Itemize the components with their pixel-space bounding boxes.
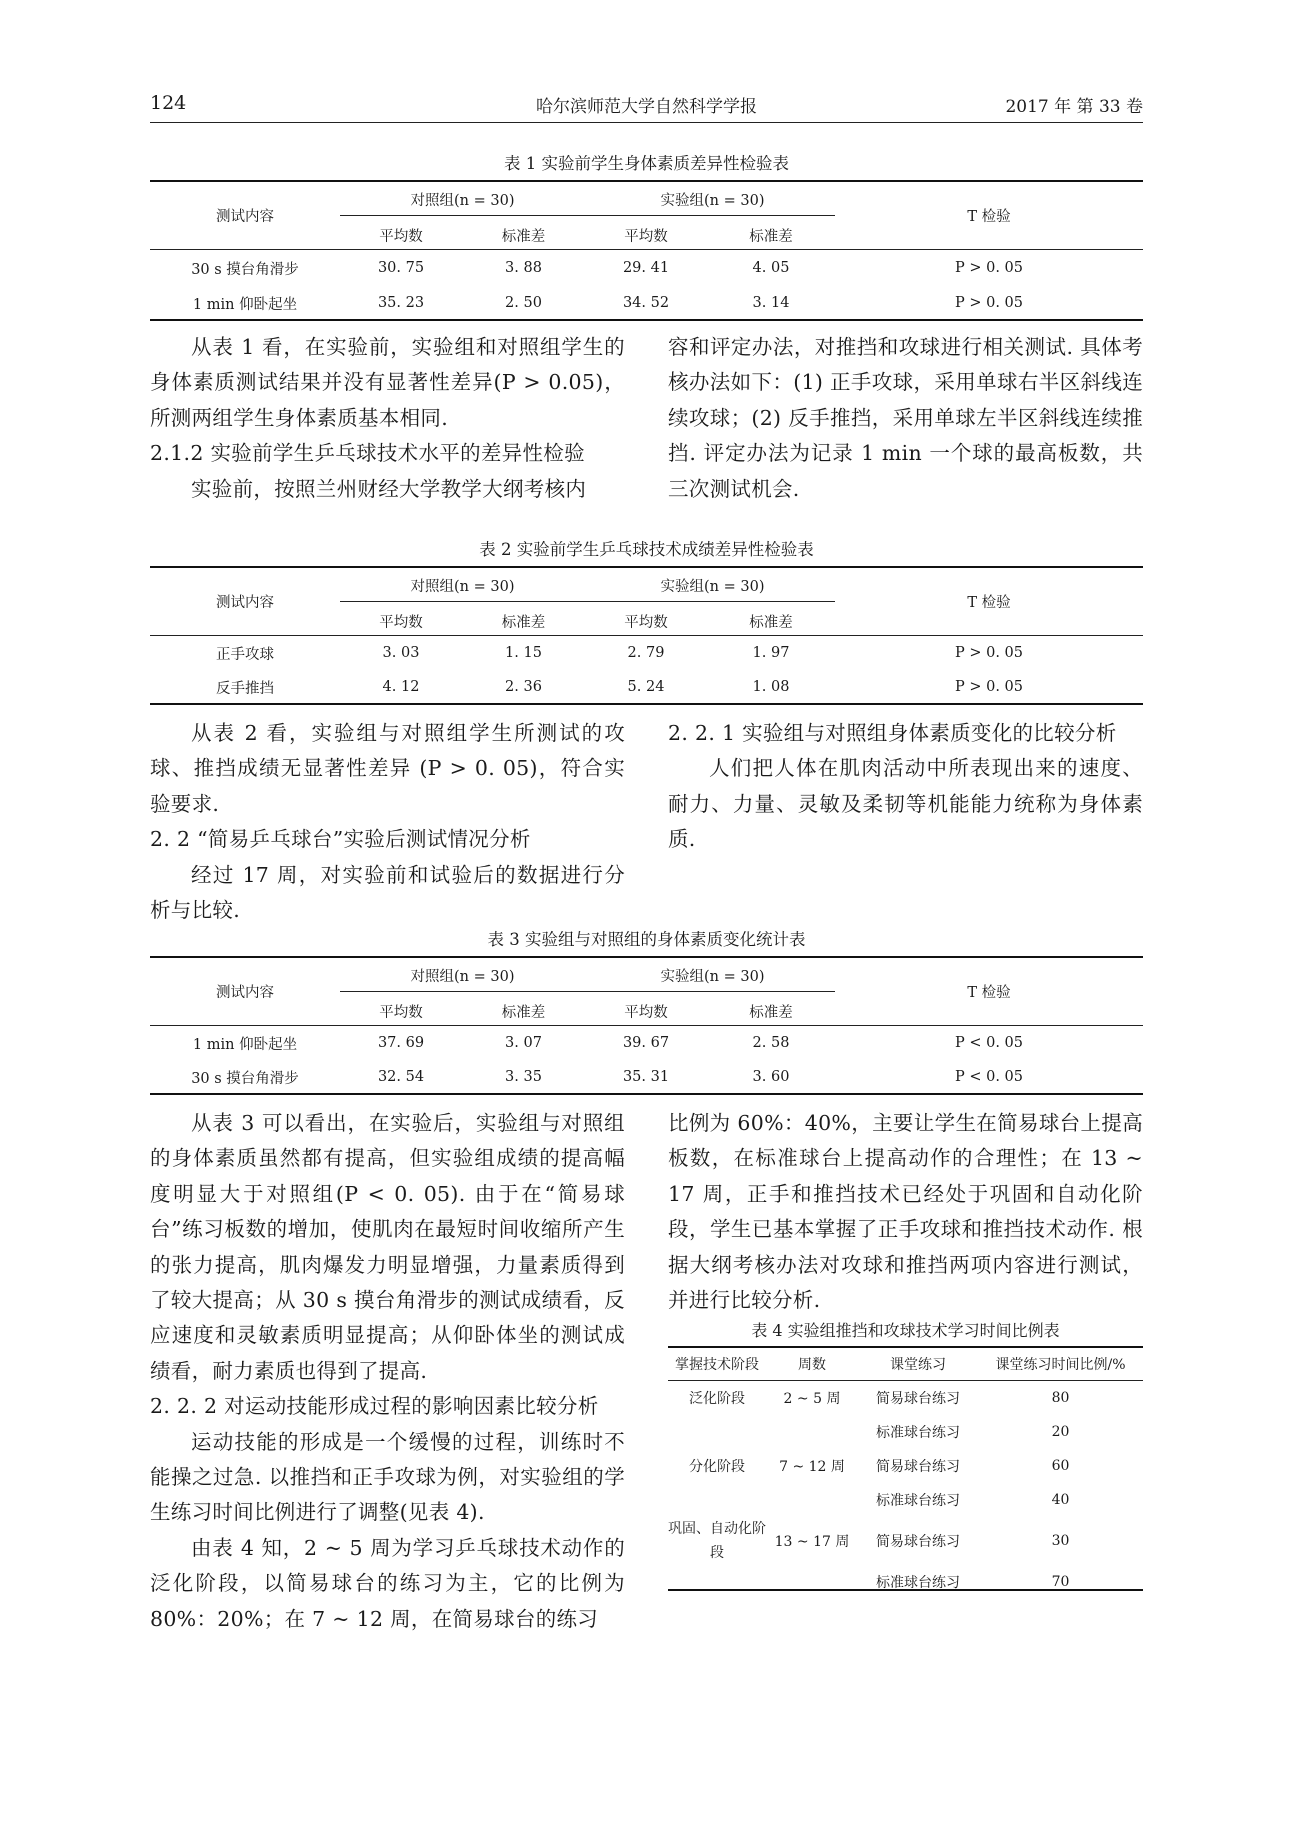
table4-header-weeks: 周数 bbox=[798, 1357, 826, 1373]
table-cell: 4. 05 bbox=[752, 260, 790, 276]
table4-header-row bbox=[668, 1347, 1143, 1381]
table-row bbox=[668, 1415, 1143, 1449]
table-cell: 35. 23 bbox=[377, 295, 425, 311]
table1-body bbox=[150, 222, 1143, 319]
table4-caption: 表 4 实验组推挡和攻球技术学习时间比例表 bbox=[751, 1321, 1060, 1340]
table-row bbox=[668, 1483, 1143, 1517]
table2-sub-mean-c: 平均数 bbox=[379, 615, 423, 631]
table1-sub-mean-e: 平均数 bbox=[624, 229, 668, 245]
table3-sub-sd-c: 标准差 bbox=[501, 1005, 546, 1021]
table-cell: 2. 58 bbox=[752, 1035, 790, 1051]
table-cell: 29. 41 bbox=[622, 260, 670, 276]
paragraph: 由表 4 知，2 ~ 5 周为学习乒乓球技术动作的泛化阶段，以简易球台的练习为主，它的比例为 80%：20%；在 7 ~ 12 周，在简易球台的练习 bbox=[150, 1535, 625, 1631]
table4-header-ratio: 课堂练习时间比例/% bbox=[995, 1357, 1126, 1373]
section2-right-column bbox=[668, 716, 1143, 858]
table2-group-exp: 实验组(n = 30) bbox=[660, 579, 765, 595]
table1-sub-sd-c: 标准差 bbox=[501, 229, 546, 245]
table-cell: 7 ~ 12 周 bbox=[779, 1459, 845, 1475]
table-cell: 39. 67 bbox=[622, 1035, 670, 1051]
table-cell: P > 0. 05 bbox=[954, 260, 1024, 276]
table3-group-exp: 实验组(n = 30) bbox=[660, 969, 765, 985]
table-cell: P > 0. 05 bbox=[954, 295, 1024, 311]
table-row bbox=[668, 1565, 1143, 1599]
paragraph: 从表 2 看，实验组与对照组学生所测试的攻球、推挡成绩无显著性差异 (P > 0. 05)，符合实验要求. bbox=[150, 721, 625, 816]
table2-sub-sd-e: 标准差 bbox=[749, 615, 793, 631]
table-cell: 35. 31 bbox=[622, 1069, 670, 1085]
table1-sub-mean-c: 平均数 bbox=[379, 229, 423, 245]
table-cell: 3. 35 bbox=[505, 1069, 542, 1085]
header-rule bbox=[150, 122, 1143, 123]
section-heading: 2.1.2 实验前学生乒乓球技术水平的差异性检验 bbox=[150, 441, 585, 466]
table-cell: 3. 88 bbox=[505, 260, 542, 276]
table3-sub-mean-c: 平均数 bbox=[379, 1005, 423, 1021]
table-row bbox=[150, 1061, 1143, 1093]
table2-col-item: 测试内容 bbox=[216, 595, 274, 611]
table4-header-stage: 掌握技术阶段 bbox=[675, 1357, 759, 1373]
table2-sub-sd-c: 标准差 bbox=[501, 615, 546, 631]
table1-col-item: 测试内容 bbox=[216, 209, 274, 225]
section3-left-column bbox=[150, 1106, 625, 1637]
table-row bbox=[668, 1449, 1143, 1483]
table-cell: 简易球台练习 bbox=[876, 1459, 960, 1475]
table1-sub-sd-e: 标准差 bbox=[749, 229, 793, 245]
table-cell: 3. 14 bbox=[752, 295, 790, 311]
table-cell bbox=[668, 1483, 766, 1517]
table-cell: 巩固、自动化阶段 bbox=[668, 1521, 766, 1561]
table-cell: 30 s 摸台角滑步 bbox=[191, 261, 299, 278]
table-cell: 1. 08 bbox=[752, 679, 790, 695]
table-cell: 泛化阶段 bbox=[689, 1391, 745, 1407]
table-cell: 60 bbox=[1051, 1458, 1070, 1474]
table1-col-t: T 检验 bbox=[967, 209, 1011, 225]
table-cell: 反手推挡 bbox=[216, 680, 274, 697]
table-cell: 30 s 摸台角滑步 bbox=[191, 1070, 299, 1087]
table-row bbox=[150, 1025, 1143, 1061]
table-cell bbox=[766, 1483, 858, 1517]
table2-col-t: T 检验 bbox=[967, 595, 1011, 611]
table3-col-t: T 检验 bbox=[967, 985, 1011, 1001]
paragraph: 人们把人体在肌肉活动中所表现出来的速度、耐力、力量、灵敏及柔韧等机能能力统称为身体素质. bbox=[668, 756, 1143, 852]
table-cell: 80 bbox=[1051, 1390, 1070, 1406]
table-cell: 1. 97 bbox=[752, 645, 790, 661]
table1-bottom-rule bbox=[150, 319, 1143, 321]
table-cell bbox=[766, 1565, 858, 1599]
section-heading: 2. 2. 1 实验组与对照组身体素质变化的比较分析 bbox=[668, 721, 1117, 745]
table-cell: 1 min 仰卧起坐 bbox=[192, 1036, 298, 1053]
table-row bbox=[150, 635, 1143, 671]
table1-group-exp: 实验组(n = 30) bbox=[660, 193, 765, 209]
paragraph: 实验前，按照兰州财经大学教学大纲考核内 bbox=[191, 476, 587, 501]
table4-header-practice: 课堂练习 bbox=[890, 1357, 946, 1373]
table-cell: P < 0. 05 bbox=[954, 1069, 1024, 1085]
table-row bbox=[150, 671, 1143, 703]
section3-right-column bbox=[668, 1106, 1143, 1318]
table3-group-control: 对照组(n = 30) bbox=[410, 969, 515, 985]
table1-group-control: 对照组(n = 30) bbox=[410, 193, 515, 209]
paragraph: 经过 17 周，对实验前和试验后的数据进行分析与比较. bbox=[150, 862, 625, 923]
table-cell: 70 bbox=[1051, 1574, 1070, 1590]
table-cell: P > 0. 05 bbox=[954, 679, 1024, 695]
table-cell: 2 ~ 5 周 bbox=[783, 1391, 841, 1407]
table3-subheader-row bbox=[150, 998, 1143, 1025]
table2-bottom-rule bbox=[150, 703, 1143, 705]
table-cell bbox=[766, 1415, 858, 1449]
table-cell: 简易球台练习 bbox=[876, 1534, 960, 1550]
table-cell: 32. 54 bbox=[377, 1069, 425, 1085]
table-cell: 37. 69 bbox=[377, 1035, 425, 1051]
table1-group-rule bbox=[340, 215, 835, 216]
table2-sub-mean-e: 平均数 bbox=[624, 615, 668, 631]
table2-body bbox=[150, 608, 1143, 703]
paragraph: 比例为 60%：40%，主要让学生在简易球台上提高板数，在标准球台上提高动作的合理性；在 13 ~ 17 周，正手和推挡技术已经处于巩固和自动化阶段，学生已基本掌握了正手攻球和推挡技术动作. 根据大纲考核办法对攻球和推挡两项内容进行测试，并进行比较分析. bbox=[668, 1111, 1143, 1313]
paragraph: 容和评定办法，对推挡和攻球进行相关测试. 具体考核办法如下：(1) 正手攻球，采用单球右半区斜线连续攻球；(2) 反手推挡，采用单球左半区斜线连续推挡. 评定办法为记录 1 min 一个球的最高板数，共三次测试机会. bbox=[668, 335, 1143, 501]
table-row bbox=[150, 249, 1143, 287]
table-cell: 1. 15 bbox=[505, 645, 542, 661]
table-row bbox=[668, 1381, 1143, 1415]
table-cell: 标准球台练习 bbox=[876, 1425, 960, 1441]
section-heading: 2. 2 “简易乒乓球台”实验后测试情况分析 bbox=[150, 827, 531, 852]
table2-caption: 表 2 实验前学生乒乓球技术成绩差异性检验表 bbox=[479, 540, 814, 559]
table-cell: 3. 07 bbox=[505, 1035, 542, 1051]
table4-body bbox=[668, 1347, 1143, 1599]
table-cell bbox=[668, 1565, 766, 1599]
table-cell: 5. 24 bbox=[627, 679, 665, 695]
paragraph: 从表 3 可以看出，在实验后，实验组与对照组的身体素质虽然都有提高，但实验组成绩的提高幅度明显大于对照组(P < 0. 05). 由于在“简易球台”练习板数的增加，使肌肉在最短时间收缩所产生的张力提高，肌肉爆发力明显增强，力量素质得到了较大提高；从 30 s 摸台角滑步的测试成绩看，反应速度和灵敏素质明显提高；从仰卧体坐的测试成绩看，耐力素质也得到了提高. bbox=[150, 1111, 625, 1383]
table-cell: 30. 75 bbox=[377, 260, 425, 276]
table2-group-control: 对照组(n = 30) bbox=[410, 579, 515, 595]
table3-top-rule bbox=[150, 956, 1143, 958]
table-cell: P > 0. 05 bbox=[954, 645, 1024, 661]
table2-top-rule bbox=[150, 566, 1143, 568]
table-cell: 简易球台练习 bbox=[876, 1391, 960, 1407]
journal-title: 哈尔滨师范大学自然科学学报 bbox=[536, 97, 757, 117]
table-cell: 4. 12 bbox=[382, 679, 420, 695]
table1-caption: 表 1 实验前学生身体素质差异性检验表 bbox=[504, 154, 789, 173]
table3-bottom-rule bbox=[150, 1093, 1143, 1095]
table-cell: 标准球台练习 bbox=[876, 1493, 960, 1509]
table-cell bbox=[668, 1415, 766, 1449]
table3-caption: 表 3 实验组与对照组的身体素质变化统计表 bbox=[487, 930, 806, 949]
table1-top-rule bbox=[150, 180, 1143, 182]
table-row bbox=[150, 287, 1143, 319]
section-heading: 2. 2. 2 对运动技能形成过程的影响因素比较分析 bbox=[150, 1394, 599, 1419]
table-cell: 34. 52 bbox=[622, 295, 670, 311]
table2-group-rule bbox=[340, 601, 835, 602]
issue-info: 2017 年 第 33 卷 bbox=[1005, 97, 1143, 117]
table3-group-rule bbox=[340, 991, 835, 992]
table-cell: 40 bbox=[1051, 1492, 1070, 1508]
table-cell: 20 bbox=[1051, 1424, 1070, 1440]
table3-col-item: 测试内容 bbox=[216, 985, 274, 1001]
table-cell: 3. 03 bbox=[382, 645, 420, 661]
paragraph: 运动技能的形成是一个缓慢的过程，训练时不能操之过急. 以推挡和正手攻球为例，对实验组的学生练习时间比例进行了调整(见表 4). bbox=[150, 1429, 625, 1525]
table-cell: P < 0. 05 bbox=[954, 1035, 1024, 1051]
table2-subheader-row bbox=[150, 608, 1143, 635]
table-cell: 2. 36 bbox=[505, 679, 542, 695]
table-cell: 13 ~ 17 周 bbox=[774, 1534, 850, 1550]
section1-left-column bbox=[150, 330, 625, 507]
table-cell: 30 bbox=[1051, 1533, 1070, 1549]
page-number: 124 bbox=[150, 92, 187, 114]
section1-right-column bbox=[668, 330, 1143, 507]
table3-sub-sd-e: 标准差 bbox=[749, 1005, 793, 1021]
table-cell: 2. 50 bbox=[505, 295, 542, 311]
table-row bbox=[668, 1517, 1143, 1565]
table-cell: 3. 60 bbox=[752, 1069, 790, 1085]
section2-left-column bbox=[150, 716, 625, 928]
table-cell: 正手攻球 bbox=[216, 646, 274, 663]
paragraph: 从表 1 看，在实验前，实验组和对照组学生的身体素质测试结果并没有显著性差异(P > 0.05)，所测两组学生身体素质基本相同. bbox=[150, 335, 625, 430]
table3-sub-mean-e: 平均数 bbox=[624, 1005, 668, 1021]
table1-subheader-row bbox=[150, 222, 1143, 249]
table-cell: 2. 79 bbox=[627, 645, 665, 661]
table-cell: 标准球台练习 bbox=[876, 1575, 960, 1591]
table-cell: 1 min 仰卧起坐 bbox=[192, 296, 298, 313]
table-cell: 分化阶段 bbox=[689, 1459, 745, 1475]
table3-body bbox=[150, 998, 1143, 1093]
